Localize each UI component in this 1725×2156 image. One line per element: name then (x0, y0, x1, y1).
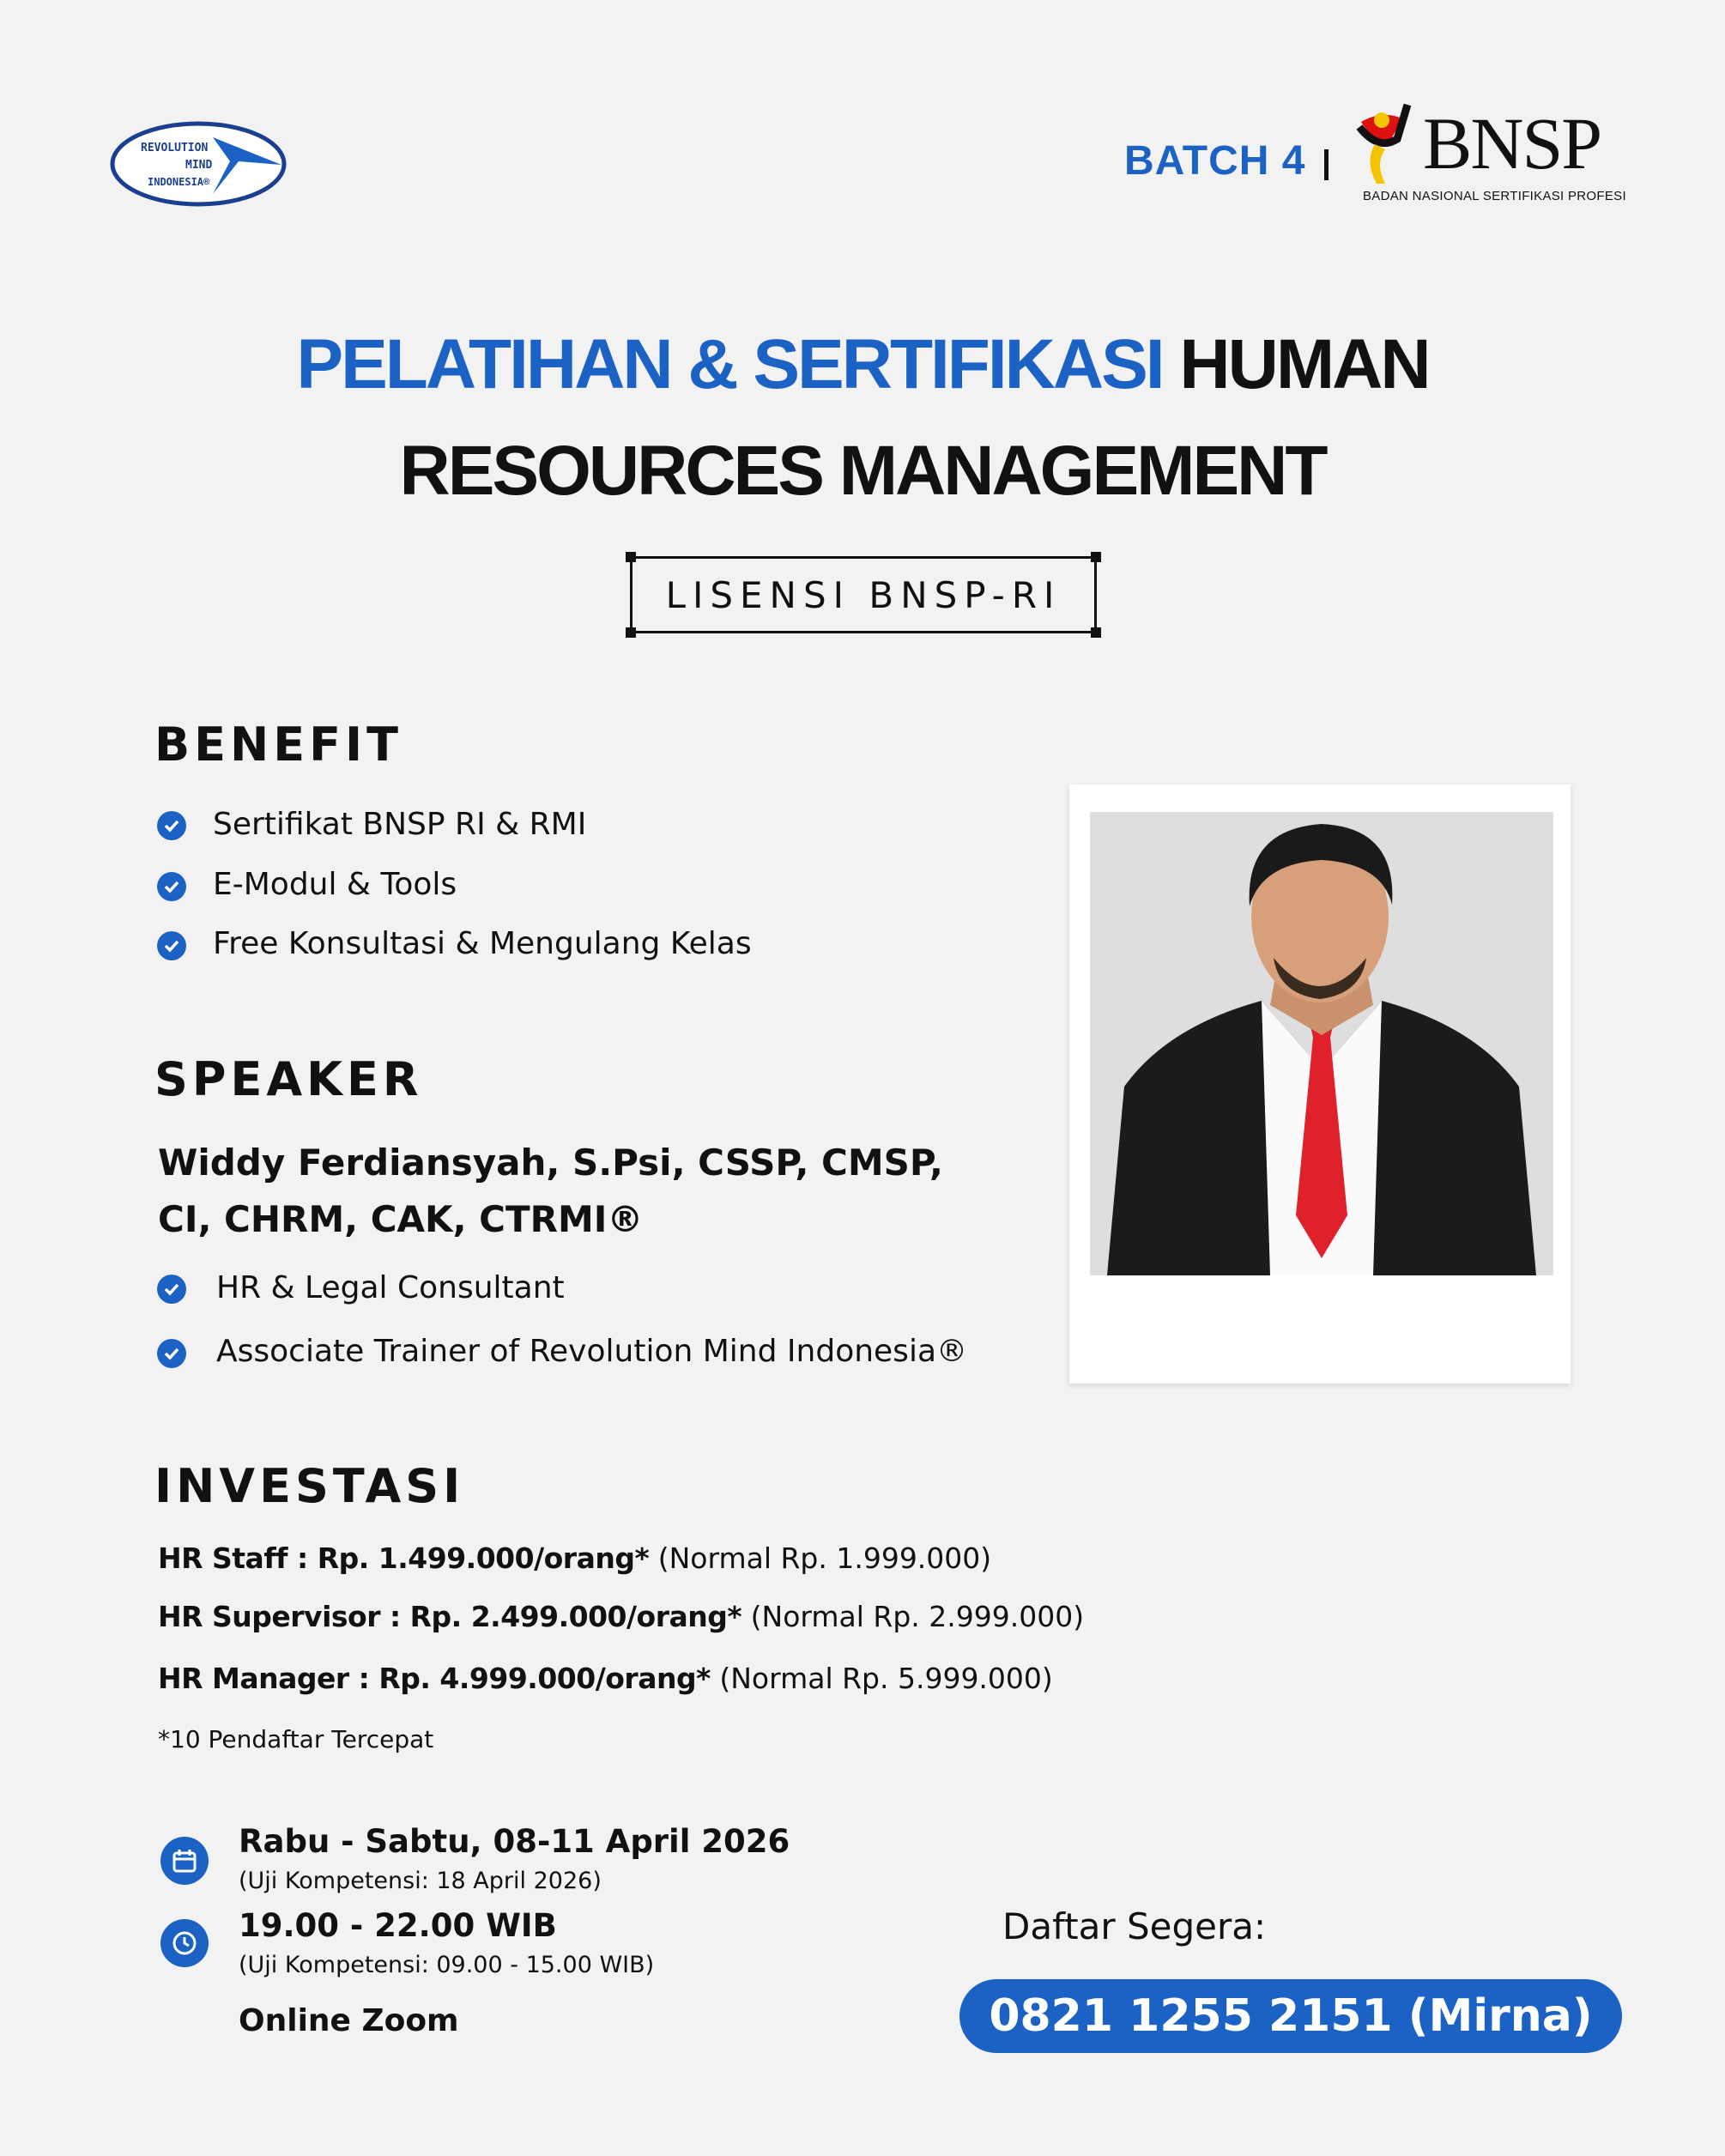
clock-icon (160, 1919, 209, 1967)
price-normal: (Normal Rp. 1.999.000) (657, 1541, 992, 1575)
title-line1-rest: HUMAN (1179, 325, 1429, 403)
schedule-time: 19.00 - 22.00 WIB (239, 1907, 557, 1944)
bnsp-emblem-icon (1356, 101, 1418, 187)
speaker-role: Associate Trainer of Revolution Mind Indonesia® (216, 1334, 968, 1369)
price-line-manager (158, 1662, 1053, 1695)
calendar-icon (160, 1837, 209, 1885)
bnsp-wordmark: BNSP (1423, 102, 1601, 185)
price-line-supervisor (158, 1600, 1084, 1633)
batch-separator (1324, 149, 1329, 180)
price-normal: (Normal Rp. 2.999.000) (750, 1600, 1085, 1633)
benefit-heading: BENEFIT (154, 718, 402, 772)
check-icon (157, 811, 186, 840)
benefit-item: E-Modul & Tools (213, 867, 457, 902)
price-label: HR Staff : Rp. 1.499.000/orang* (158, 1541, 650, 1575)
speaker-role: HR & Legal Consultant (216, 1270, 565, 1305)
price-line-staff (158, 1541, 991, 1575)
title-line2: RESOURCES MANAGEMENT (399, 432, 1326, 510)
phone-contact-button[interactable]: 0821 1255 2151 (Mirna) (959, 1979, 1622, 2053)
rmi-logo-line3: INDONESIA® (148, 176, 210, 188)
check-icon (157, 872, 186, 901)
check-icon (157, 1339, 186, 1368)
title-line1 (0, 325, 1725, 403)
speaker-name-line1: Widdy Ferdiansyah, S.Psi, CSSP, CMSP, (158, 1142, 943, 1184)
schedule-time-sub: (Uji Kompetensi: 09.00 - 15.00 WIB) (239, 1952, 655, 1978)
speaker-heading: SPEAKER (154, 1052, 423, 1106)
speaker-name-line2: CI, CHRM, CAK, CTRMI® (158, 1198, 644, 1240)
license-text: LISENSI BNSP-RI (665, 573, 1062, 616)
bnsp-subtitle: BADAN NASIONAL SERTIFIKASI PROFESI (1363, 189, 1626, 203)
rmi-logo-line1: REVOLUTION (141, 142, 209, 154)
price-note: *10 Pendaftar Tercepat (158, 1725, 434, 1753)
license-badge (630, 556, 1097, 633)
check-icon (157, 931, 186, 960)
batch-label: BATCH 4 (1124, 138, 1306, 184)
rmi-logo-line2: MIND (185, 159, 213, 172)
schedule-date: Rabu - Sabtu, 08-11 April 2026 (239, 1823, 790, 1860)
cta-label: Daftar Segera: (1002, 1905, 1267, 1947)
speaker-photo-frame (1069, 784, 1571, 1384)
price-normal: (Normal Rp. 5.999.000) (719, 1662, 1053, 1695)
benefit-item: Sertifikat BNSP RI & RMI (213, 807, 587, 842)
investasi-heading: INVESTASI (154, 1459, 465, 1513)
rmi-logo (110, 120, 287, 208)
benefit-item: Free Konsultasi & Mengulang Kelas (213, 926, 752, 961)
schedule-location: Online Zoom (239, 2003, 459, 2038)
price-label: HR Supervisor : Rp. 2.499.000/orang* (158, 1600, 742, 1633)
price-label: HR Manager : Rp. 4.999.000/orang* (158, 1662, 711, 1695)
title-highlight: PELATIHAN & SERTIFIKASI (296, 325, 1163, 403)
check-icon (157, 1275, 186, 1304)
speaker-photo (1090, 812, 1553, 1275)
schedule-date-sub: (Uji Kompetensi: 18 April 2026) (239, 1868, 602, 1894)
